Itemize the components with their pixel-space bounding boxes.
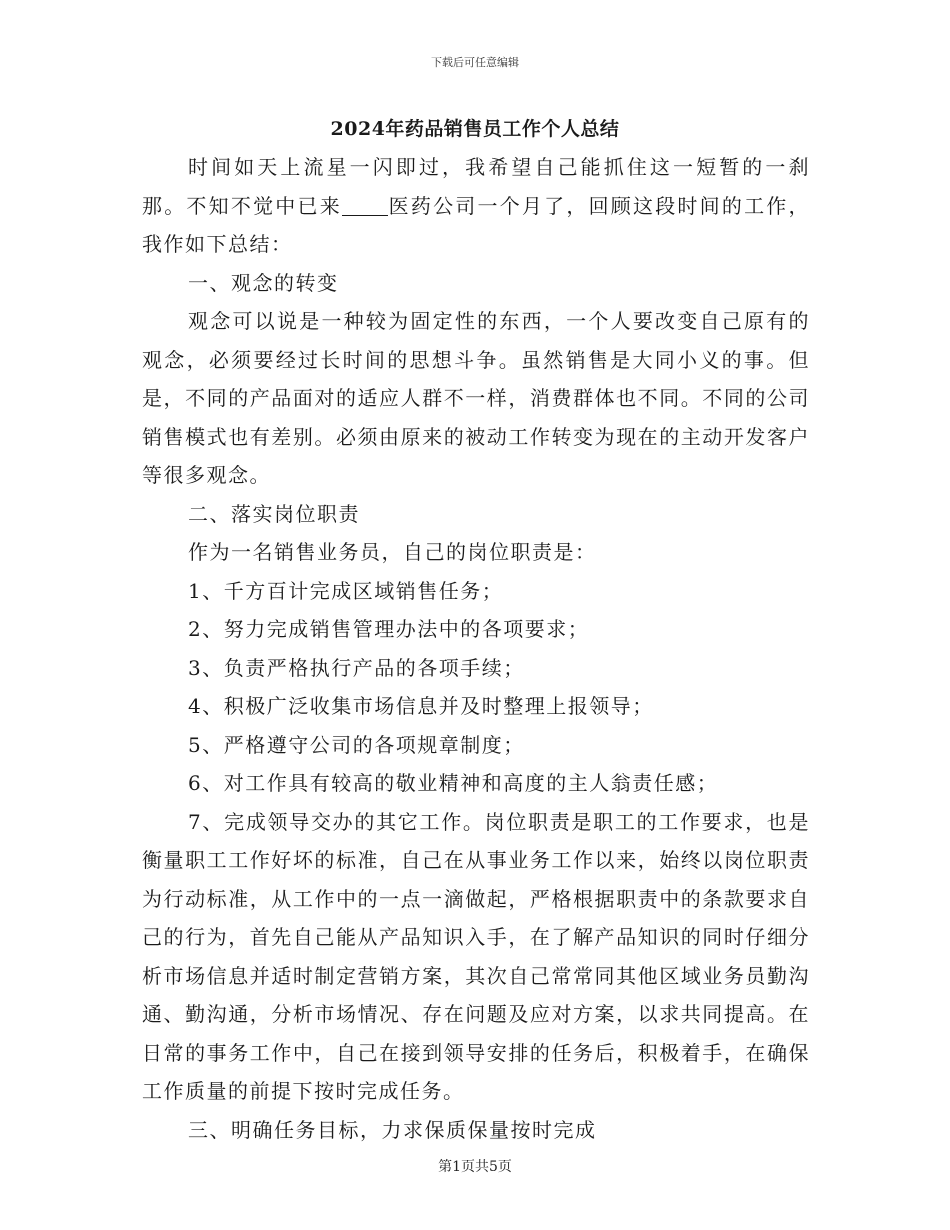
section-heading-2: 二、落实岗位职责: [188, 501, 360, 526]
duty-item-2: 2、努力完成销售管理办法中的各项要求；: [188, 617, 590, 641]
duty-item-3: 3、负责严格执行产品的各项手续；: [188, 655, 525, 680]
concept-paragraph: 观念可以说是一种较为固定性的东西，一个人要改变自己原有的观念，必须要经过长时间的思想斗争。虽然销售是大同小义的事。但是，不同的产品面对的适应人群不一样，消费群体也不同。不同的公司销售模式也有差别。必须由原来的被动工作转变为现在的主动开发客户等很多观念。: [142, 309, 810, 487]
section-heading-1: 一、观念的转变: [188, 270, 339, 295]
header-note: 下载后可任意编辑: [431, 56, 519, 69]
document-body: [142, 148, 810, 1149]
duty-item-7: 7、完成领导交办的其它工作。岗位职责是职工的工作要求，也是衡量职工工作好坏的标准，自己在从事业务工作以来，始终以岗位职责为行动标准，从工作中的一点一滴做起，严格根据职责中的条款要求自己的行为，首先自己能从产品知识入手，在了解产品知识的同时仔细分析市场信息并适时制定营销方案，其次自己常常同其他区域业务员勤沟通、勤沟通，分析市场情况、存在问题及应对方案，以求共同提高。在日常的事务工作中，自己在接到领导安排的任务后，积极着手，在确保工作质量的前提下按时完成任务。: [142, 809, 810, 1103]
fill-in-blank: [342, 193, 388, 216]
page-footer: 第1页共5页: [438, 1159, 512, 1175]
duties-intro: 作为一名销售业务员，自己的岗位职责是：: [188, 540, 597, 564]
section-heading-3: 三、明确任务目标，力求保质保量按时完成: [188, 1117, 597, 1142]
intro-text-before-blank: 时间如天上流星一闪即过，我希望自己能抓住这一短暂的一刹那。不知不觉中已来: [142, 155, 810, 218]
document-title: 2024年药品销售员工作个人总结: [330, 118, 620, 140]
duty-item-1: 1、千方百计完成区域销售任务；: [188, 578, 504, 603]
intro-text-after-blank: 医药公司一个月了，回顾这段时间的工作，我作如下总结：: [142, 193, 811, 256]
duty-item-4: 4、积极广泛收集市场信息并及时整理上报领导；: [188, 694, 654, 718]
intro-paragraph: [142, 148, 810, 264]
duty-item-5: 5、严格遵守公司的各项规章制度；: [188, 732, 525, 757]
duty-item-6: 6、对工作具有较高的敬业精神和高度的主人翁责任感；: [188, 771, 719, 795]
